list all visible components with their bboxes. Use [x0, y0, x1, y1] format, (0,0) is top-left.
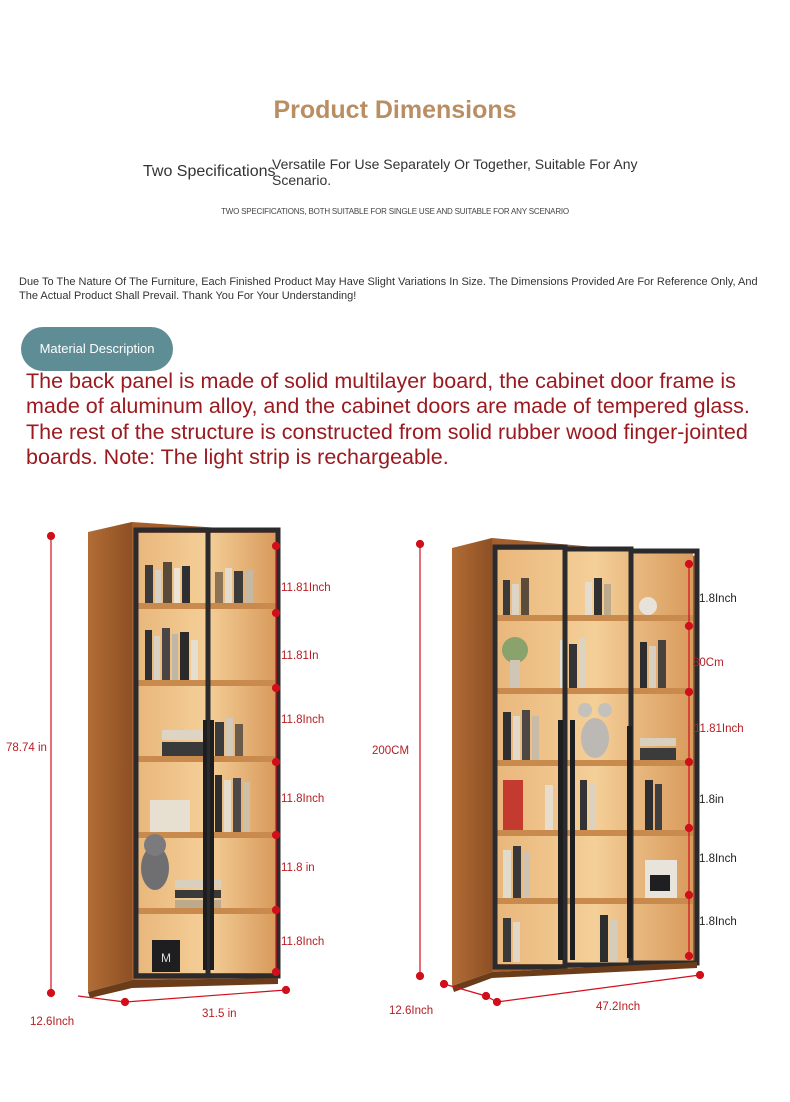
right-door-handle-1	[558, 720, 563, 960]
material-badge: Material Description	[21, 327, 173, 371]
right-shelf-label: 30Cm	[693, 657, 724, 669]
left-shelf-label: 11.81In	[281, 650, 319, 662]
right-shelf-label: 11.81Inch	[694, 723, 744, 735]
left-width-label: 31.5 in	[202, 1008, 237, 1020]
right-shelf-label: 1.8Inch	[699, 593, 737, 605]
left-cabinet	[88, 522, 278, 998]
right-door-handle-3	[627, 726, 632, 958]
left-door-handle-1	[203, 720, 207, 970]
left-shelf-label: 11.8 in	[281, 862, 315, 874]
right-height-label: 200CM	[372, 745, 410, 757]
right-cabinet	[452, 538, 697, 992]
left-door-handle-2	[210, 720, 214, 970]
left-cabinet-side	[88, 522, 132, 992]
spec-subtitle: TWO SPECIFICATIONS, BOTH SUITABLE FOR SINGLE USE AND SUITABLE FOR ANY SCENARIO	[221, 207, 569, 216]
right-door-handle-2	[570, 720, 575, 960]
right-shelf-label: 1.8Inch	[699, 853, 737, 865]
left-shelf-label: 11.8Inch	[281, 793, 325, 805]
spec-description: Versatile For Use Separately Or Together, Suitable For Any Scenario.	[272, 156, 638, 188]
right-width-label: 47.2Inch	[596, 1001, 641, 1013]
right-cabinet-side	[452, 538, 492, 986]
right-depth-label: 12.6Inch	[389, 1005, 434, 1017]
left-height-label: 78.74 in	[6, 742, 47, 754]
page-title: Product Dimensions	[273, 96, 517, 124]
material-description: The back panel is made of solid multilayer board, the cabinet door frame is made of aluminum alloy, and the cabinet doors are made of tempered glass. The rest of the structure is constructed from solid rubber wood finger-jointed boards. Note: The light strip is rechargeable.	[26, 369, 750, 469]
left-shelf-label: 11.81Inch	[281, 582, 331, 594]
spec-label: Two Specifications	[143, 163, 276, 180]
right-shelf-label: 1.8in	[699, 794, 724, 806]
left-shelf-label: 11.8Inch	[281, 936, 325, 948]
size-disclaimer: Due To The Nature Of The Furniture, Each Finished Product May Have Slight Variations In Size. The Dimensions Provided Are For Reference Only, And The Actual Product Shall Prevail. Thank You For Your Understanding!	[19, 276, 758, 302]
right-shelf-label: 1.8Inch	[699, 916, 737, 928]
svg-text:M: M	[161, 951, 171, 965]
left-shelf-label: 11.8Inch	[281, 714, 325, 726]
left-depth-label: 12.6Inch	[30, 1016, 75, 1028]
